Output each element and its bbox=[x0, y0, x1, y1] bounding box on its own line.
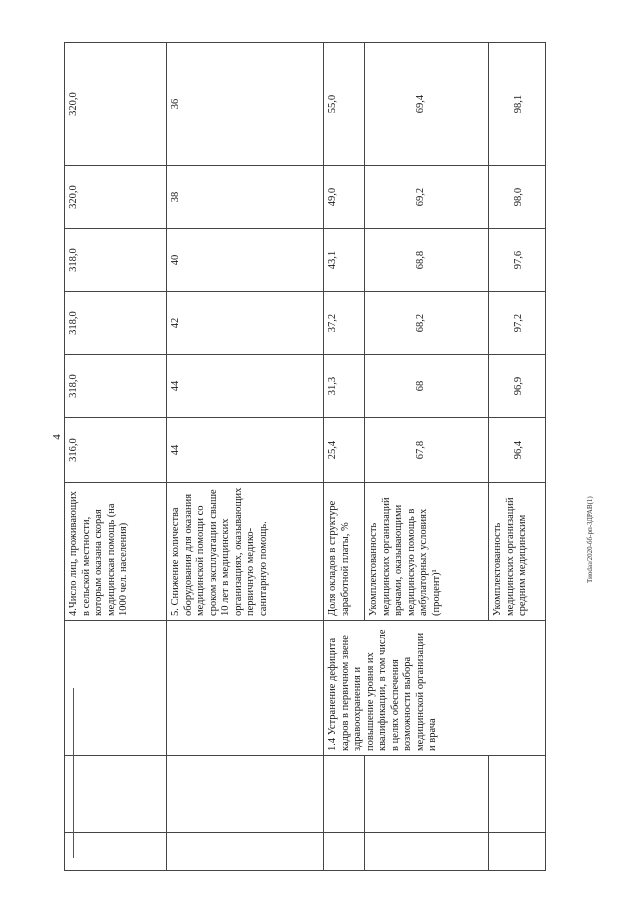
indicators-table bbox=[64, 42, 546, 871]
blank-cell bbox=[489, 756, 546, 833]
value-cell: 98,0 bbox=[489, 166, 546, 229]
value-cell: 316,0 bbox=[65, 418, 167, 483]
value-cell: 97,2 bbox=[489, 292, 546, 355]
value-cell: 318,0 bbox=[65, 292, 167, 355]
value-cell: 98,1 bbox=[489, 43, 546, 166]
value-cell: 68 bbox=[365, 355, 489, 418]
blank-cell bbox=[167, 756, 324, 833]
value-cell: 318,0 bbox=[65, 355, 167, 418]
value-cell: 36 bbox=[167, 43, 324, 166]
value-cell: 44 bbox=[167, 418, 324, 483]
value-cell: 68,8 bbox=[365, 229, 489, 292]
value-cell: 38 bbox=[167, 166, 324, 229]
value-cell: 44 bbox=[167, 355, 324, 418]
value-cell: 96,4 bbox=[489, 418, 546, 483]
blank-cell bbox=[167, 833, 324, 871]
indicator-cell: Доля окладов в структуре заработной платы, % bbox=[324, 483, 365, 621]
blank-cell bbox=[489, 833, 546, 871]
task-cell bbox=[167, 621, 324, 756]
value-cell: 55,0 bbox=[324, 43, 365, 166]
rotated-table-wrapper bbox=[64, 43, 545, 871]
footer-note: Тиоdaз/2020-бб-рп-ЗДРАВ(1) bbox=[586, 496, 594, 583]
indicator-cell: 5. Снижение количества оборудования для оказания медицинской помощи со сроком эксплуатации свыше 10 лет в медицинских организациях, оказывающих первичную медико-санитарную помощь. bbox=[167, 483, 324, 621]
blank-cell bbox=[365, 833, 489, 871]
footnote-separator-line bbox=[73, 688, 74, 858]
value-cell: 96,9 bbox=[489, 355, 546, 418]
blank-cell bbox=[65, 756, 167, 833]
page-number: 4 bbox=[51, 434, 63, 440]
value-cell: 69,4 bbox=[365, 43, 489, 166]
value-cell: 320,0 bbox=[65, 43, 167, 166]
value-cell: 320,0 bbox=[65, 166, 167, 229]
table-row bbox=[65, 43, 167, 871]
indicator-cell: 4.Число лиц, проживающих в сельской местности, которым оказана скорая медицинская помощь (на 1000 чел. населения) bbox=[65, 483, 167, 621]
value-cell: 37,2 bbox=[324, 292, 365, 355]
task-cell: 1.4 Устранение дефицита кадров в первичном звене здравоохранения и повышение уровня их квалификации, в том числе в целях обеспечения возможности выбора медицинской организации и врача bbox=[324, 621, 546, 756]
value-cell: 25,4 bbox=[324, 418, 365, 483]
table-row bbox=[324, 43, 365, 871]
value-cell: 318,0 bbox=[65, 229, 167, 292]
value-cell: 97,6 bbox=[489, 229, 546, 292]
indicator-cell: Укомплектованность медицинских организаций средним медицинским bbox=[489, 483, 546, 621]
indicator-cell: Укомплектованность медицинских организаций врачами, оказывающими медицинскую помощь в амбулаторных условиях (процент)¹ bbox=[365, 483, 489, 621]
blank-cell bbox=[324, 756, 365, 833]
blank-cell bbox=[324, 833, 365, 871]
blank-cell bbox=[65, 833, 167, 871]
value-cell: 68,2 bbox=[365, 292, 489, 355]
value-cell: 49,0 bbox=[324, 166, 365, 229]
value-cell: 31,3 bbox=[324, 355, 365, 418]
value-cell: 43,1 bbox=[324, 229, 365, 292]
table-row bbox=[167, 43, 324, 871]
value-cell: 42 bbox=[167, 292, 324, 355]
value-cell: 69,2 bbox=[365, 166, 489, 229]
value-cell: 67,8 bbox=[365, 418, 489, 483]
value-cell: 40 bbox=[167, 229, 324, 292]
task-cell bbox=[65, 621, 167, 756]
blank-cell bbox=[365, 756, 489, 833]
